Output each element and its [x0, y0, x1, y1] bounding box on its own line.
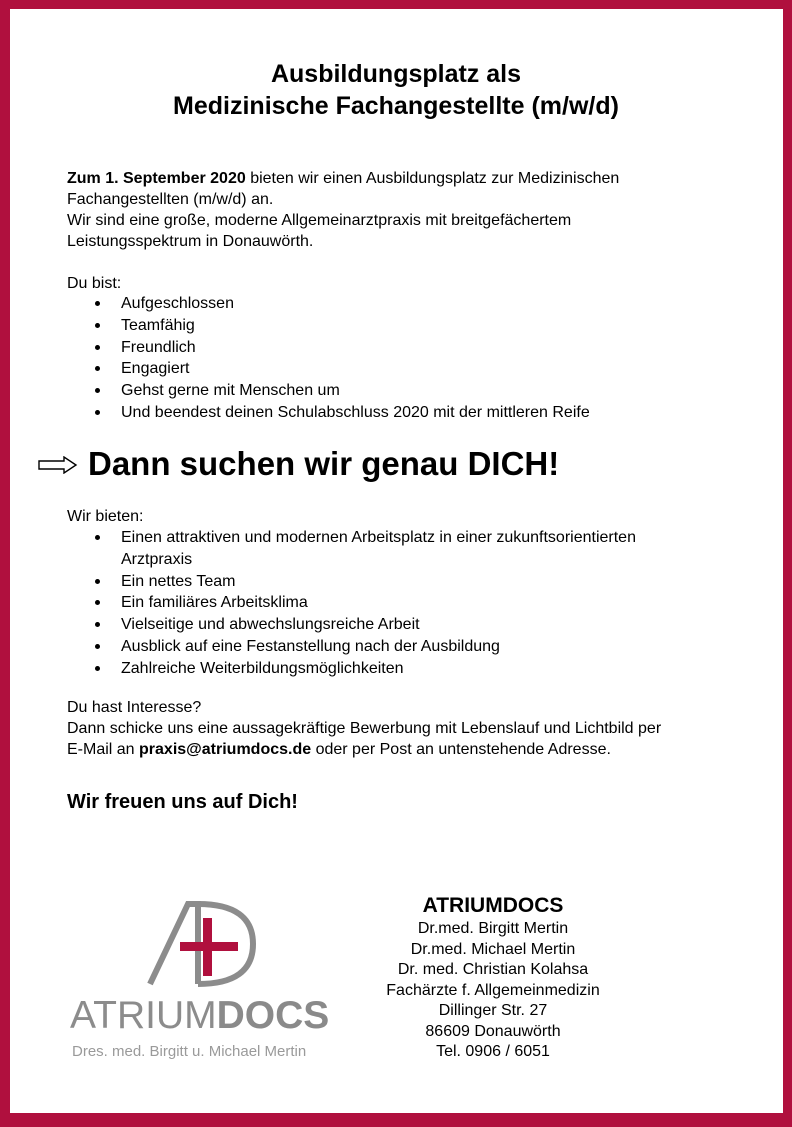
intro-line-4: Leistungsspektrum in Donauwörth.	[67, 233, 314, 250]
contact-line: 86609 Donauwörth	[425, 1022, 561, 1040]
intro-date: Zum 1. September 2020	[67, 170, 246, 187]
interest-line-2: Dann schicke uns eine aussagekräftige Bewerbung mit Lebenslauf und Lichtbild per	[67, 720, 662, 737]
list-item: Und beendest deinen Schulabschluss 2020 mit der mittleren Reife	[67, 402, 590, 424]
contact-line: Tel. 0906 / 6051	[436, 1043, 550, 1060]
intro-line-2: Fachangestellten (m/w/d) an.	[67, 191, 274, 208]
logo-subtitle: Dres. med. Birgitt u. Michael Mertin	[72, 1043, 307, 1060]
email-link[interactable]: praxis@atriumdocs.de	[139, 741, 312, 758]
intro-line-1	[67, 168, 619, 189]
list-item: Engagiert	[67, 358, 590, 380]
du-bist-heading: Du bist:	[67, 275, 122, 292]
list-item-continuation: Arztpraxis	[121, 550, 193, 568]
title-line-1: Ausbildungsplatz als	[270, 60, 522, 88]
outline-right-arrow-icon	[38, 456, 78, 474]
contact-line: Dr. med. Christian Kolahsa	[397, 961, 589, 978]
contact-name: ATRIUMDOCS	[422, 894, 564, 917]
list-item: Einen attraktiven und modernen Arbeitsplatz in einer zukunftsorientierten	[67, 527, 636, 549]
contact-line: Dr.med. Birgitt Mertin	[417, 920, 569, 937]
interest-line-3-pre: E-Mail an	[67, 741, 140, 758]
contact-line: Dillinger Str. 27	[438, 1002, 548, 1019]
intro-line-1-rest: bieten wir einen Ausbildungsplatz zur Medizinischen	[245, 170, 620, 187]
interest-line-3-post: oder per Post an untenstehende Adresse.	[311, 741, 611, 758]
interest-line-1: Du hast Interesse?	[67, 699, 202, 716]
contact-line: Dr.med. Michael Mertin	[410, 940, 576, 958]
intro-line-3: Wir sind eine große, moderne Allgemeinarztpraxis mit breitgefächertem	[67, 212, 572, 229]
wir-bieten-list	[67, 527, 636, 680]
logo-wordmark	[70, 994, 340, 1038]
contact-line: Fachärzte f. Allgemeinmedizin	[386, 981, 600, 999]
list-item: Vielseitige und abwechslungsreiche Arbeit	[67, 614, 636, 636]
list-item: Ein familiäres Arbeitsklima	[67, 592, 636, 614]
wir-bieten-heading: Wir bieten:	[67, 508, 144, 525]
contact-block	[353, 893, 633, 1063]
list-item: Ausblick auf eine Festanstellung nach der Ausbildung	[67, 636, 636, 658]
list-item: Ein nettes Team	[67, 571, 636, 593]
closing-text: Wir freuen uns auf Dich!	[67, 791, 298, 813]
logo-word-thin: ATRIUM	[70, 994, 217, 1037]
ad-cross-logo-icon	[70, 898, 340, 998]
logo-word-bold: DOCS	[216, 994, 330, 1037]
page-title	[0, 58, 792, 122]
practice-logo	[70, 898, 340, 1068]
list-item: Gehst gerne mit Menschen um	[67, 380, 590, 402]
list-item: Freundlich	[67, 337, 590, 359]
headline: Dann suchen wir genau DICH!	[88, 445, 560, 482]
list-item: Teamfähig	[67, 315, 590, 337]
title-line-2: Medizinische Fachangestellte (m/w/d)	[173, 92, 619, 120]
list-item: Zahlreiche Weiterbildungsmöglichkeiten	[67, 658, 636, 680]
interest-line-3	[67, 739, 611, 760]
list-item: Aufgeschlossen	[67, 293, 590, 315]
du-bist-list	[67, 293, 590, 424]
